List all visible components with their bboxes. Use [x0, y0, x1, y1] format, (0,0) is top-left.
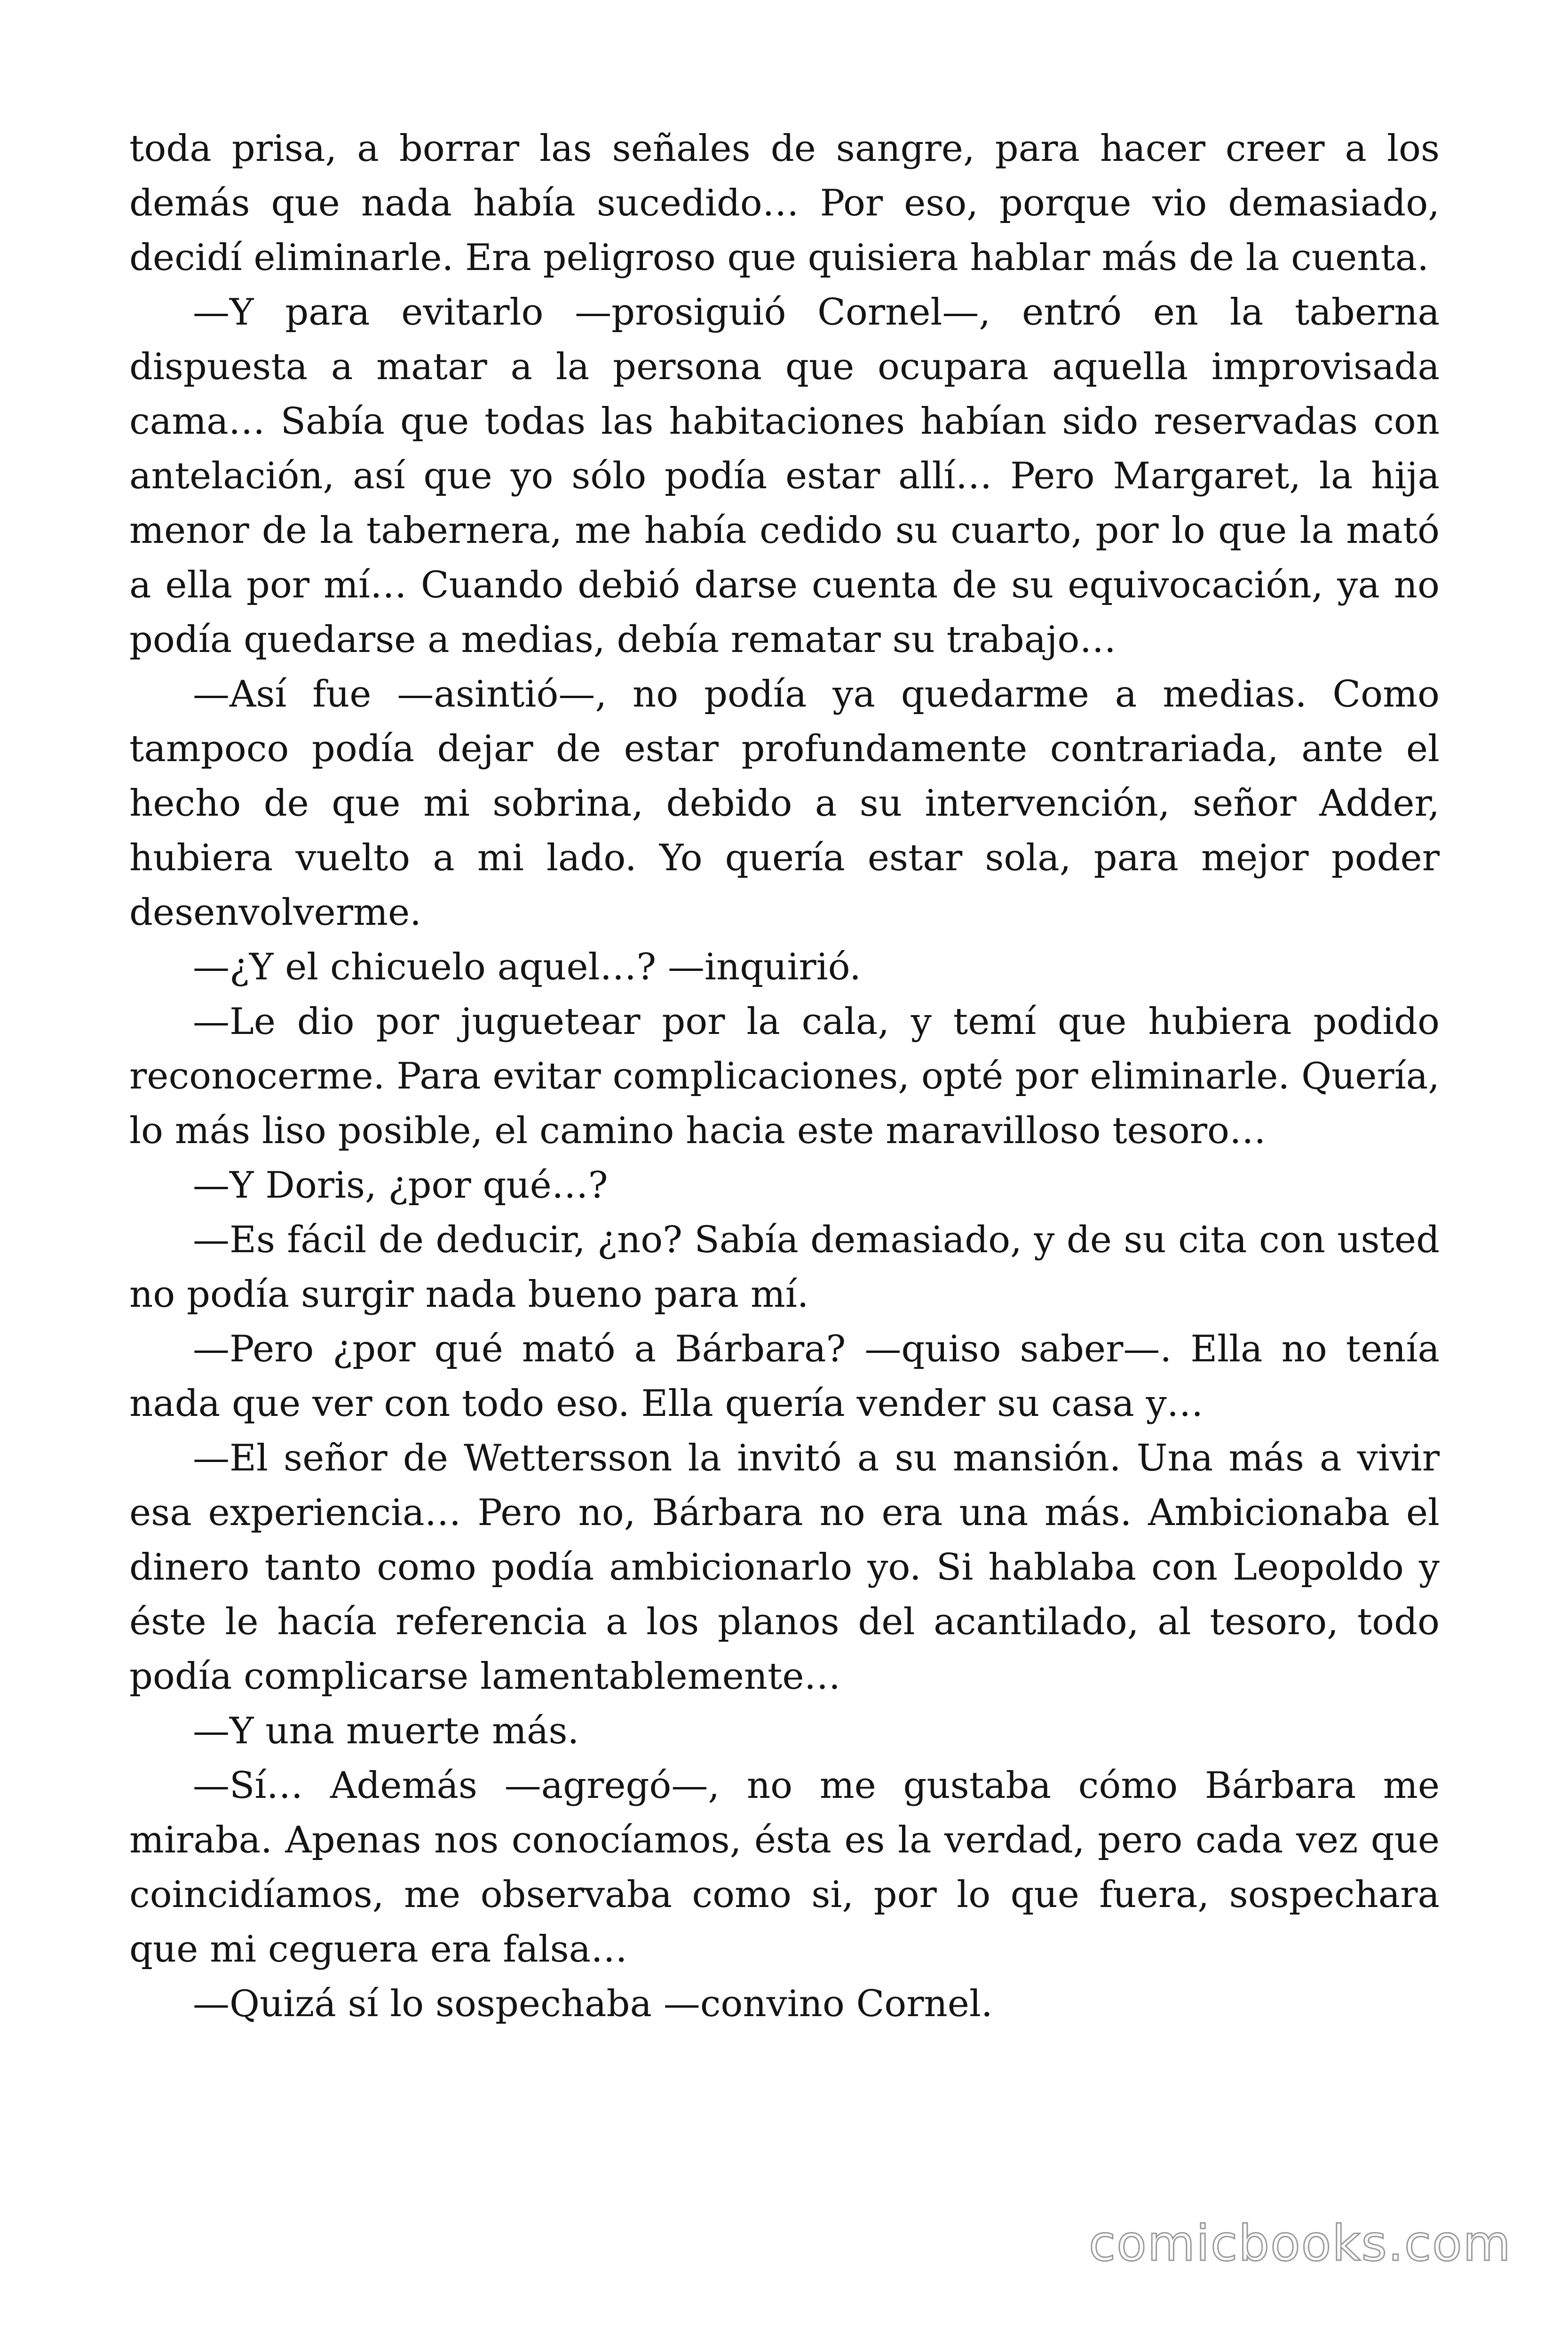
paragraph-7: —Es fácil de deducir, ¿no? Sabía demasiado, y de su cita con usted no podía surgir nada bueno para mí.	[129, 1219, 1440, 1316]
paragraph-5: —Le dio por juguetear por la cala, y temí que hubiera podido reconocerme. Para evitar complicaciones, opté por eliminarle. Quería, lo más liso posible, el camino hacia este maravilloso tesoro…	[129, 1001, 1440, 1152]
paragraph-10: —Y una muerte más.	[193, 1710, 579, 1752]
paragraph-4: —¿Y el chicuelo aquel…? —inquirió.	[193, 946, 861, 988]
book-page-text	[129, 121, 1440, 2031]
paragraph-11: —Sí… Además —agregó—, no me gustaba cómo Bárbara me miraba. Apenas nos conocíamos, ésta es la verdad, pero cada vez que coincidíamos, me observaba como si, por lo que fuera, sospechara que mi ceguera era falsa…	[129, 1764, 1440, 1971]
watermark: comicbooks.com	[1088, 2215, 1512, 2272]
paragraph-8: —Pero ¿por qué mató a Bárbara? —quiso saber—. Ella no tenía nada que ver con todo eso. Ella quería vender su casa y…	[129, 1328, 1440, 1425]
paragraph-12: —Quizá sí lo sospechaba —convino Cornel.	[193, 1983, 993, 2025]
paragraph-9: —El señor de Wettersson la invitó a su mansión. Una más a vivir esa experiencia… Pero no, Bárbara no era una más. Ambicionaba el dinero tanto como podía ambicionarlo yo. Si hablaba con Leopoldo y éste le hacía referencia a los planos del acantilado, al tesoro, todo podía complicarse lamentablemente…	[129, 1437, 1440, 1698]
paragraph-6: —Y Doris, ¿por qué…?	[193, 1164, 608, 1207]
paragraph-3: —Así fue —asintió—, no podía ya quedarme a medias. Como tampoco podía dejar de estar profundamente contrariada, ante el hecho de que mi sobrina, debido a su intervención, señor Adder, hubiera vuelto a mi lado. Yo quería estar sola, para mejor poder desenvolverme.	[129, 673, 1440, 934]
paragraph-1: toda prisa, a borrar las señales de sangre, para hacer creer a los demás que nada había sucedido… Por eso, porque vio demasiado, decidí eliminarle. Era peligroso que quisiera hablar más de la cuenta.	[129, 127, 1440, 279]
paragraph-2: —Y para evitarlo —prosiguió Cornel—, entró en la taberna dispuesta a matar a la persona que ocupara aquella improvisada cama… Sabía que todas las habitaciones habían sido reservadas con antelación, así que yo sólo podía estar allí… Pero Margaret, la hija menor de la tabernera, me había cedido su cuarto, por lo que la mató a ella por mí… Cuando debió darse cuenta de su equivocación, ya no podía quedarse a medias, debía rematar su trabajo…	[129, 291, 1440, 661]
